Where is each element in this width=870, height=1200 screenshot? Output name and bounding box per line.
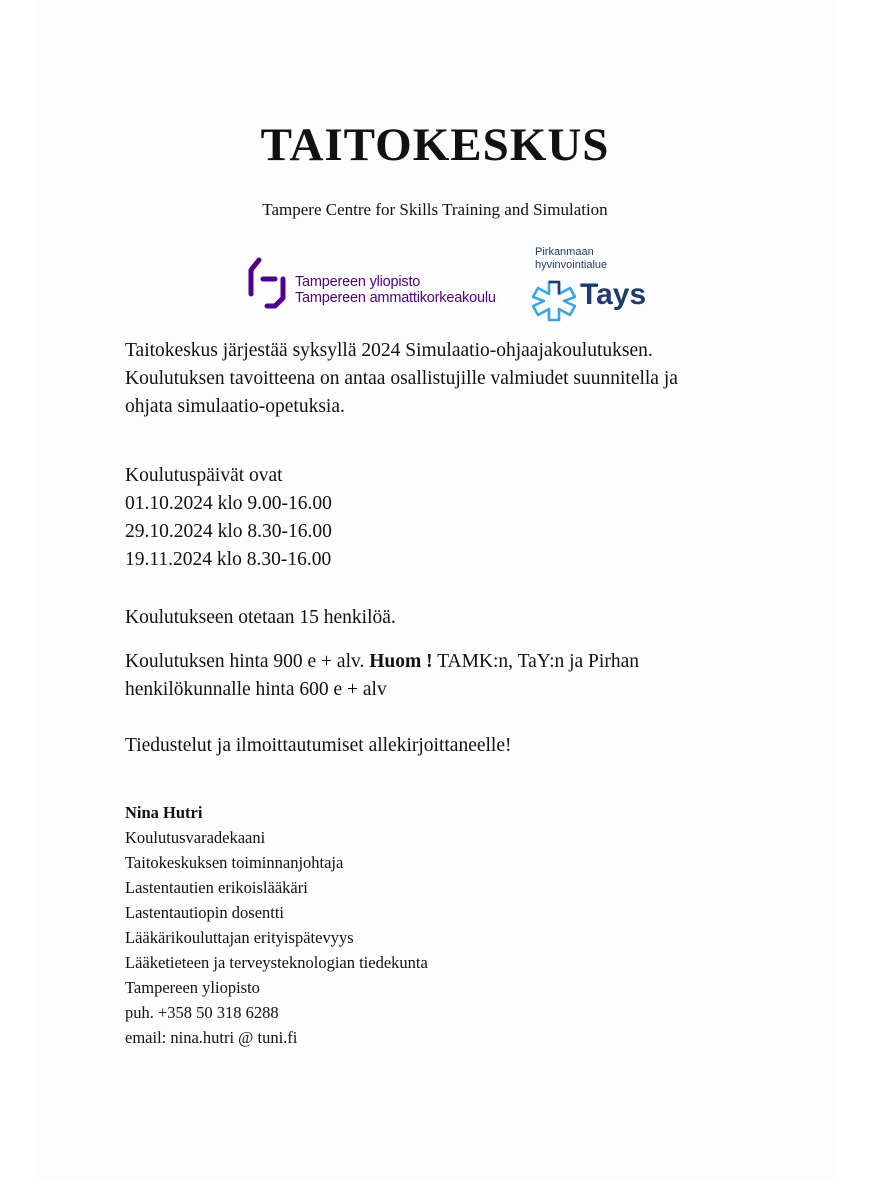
signer-title: Koulutusvaradekaani: [125, 828, 266, 847]
date-item: 29.10.2024 klo 8.30-16.00: [125, 521, 332, 542]
date-item: 01.10.2024 klo 9.00-16.00: [125, 493, 332, 514]
date-item: 19.11.2024 klo 8.30-16.00: [125, 549, 332, 570]
signer-title: Lastentautien erikoislääkäri: [125, 878, 308, 897]
document-page: [35, 0, 835, 1180]
tuni-bracket-logo-icon: [245, 254, 289, 310]
price-start: Koulutuksen hinta 900 e + alv.: [125, 651, 365, 672]
signer-title: Lääkärikouluttajan erityispätevyys: [125, 928, 354, 947]
price-line-2: henkilökunnalle hinta 600 e + alv: [125, 679, 387, 700]
signature-block: [125, 800, 725, 1050]
signer-title: Lastentautiopin dosentti: [125, 903, 285, 922]
signer-title: Taitokeskuksen toiminnanjohtaja: [125, 853, 344, 872]
intro-line: Koulutuksen tavoitteena on antaa osallistujille valmiudet suunnitella ja: [125, 368, 678, 389]
intro-line: ohjata simulaatio-opetuksia.: [125, 396, 345, 417]
tays-logo: [532, 246, 672, 326]
price-line-1: [125, 648, 765, 676]
tays-region-text: [535, 246, 607, 272]
dates-heading: Koulutuspäivät ovat: [125, 465, 283, 486]
page-subtitle: Tampere Centre for Skills Training and Simulation: [262, 200, 608, 219]
tays-logo-name: Tays: [580, 278, 647, 311]
tays-region-line2: hyvinvointialue: [535, 259, 608, 271]
tuni-logo: [245, 254, 535, 310]
price-note-label: Huom !: [369, 651, 433, 672]
tuni-logo-line2: Tampereen ammattikorkeakoulu: [295, 290, 496, 306]
intro-line: Taitokeskus järjestää syksyllä 2024 Simulaatio-ohjaajakoulutuksen.: [125, 340, 653, 361]
price-paragraph: [125, 648, 765, 704]
signer-email: email: nina.hutri @ tuni.fi: [125, 1028, 298, 1047]
signer-phone: puh. +358 50 318 6288: [125, 1003, 279, 1022]
capacity-text: Koulutukseen otetaan 15 henkilöä.: [125, 607, 396, 628]
page-title: TAITOKESKUS: [260, 119, 610, 171]
signer-university: Tampereen yliopisto: [125, 978, 260, 997]
inquiries-text: Tiedustelut ja ilmoittautumiset allekirjoittaneelle!: [125, 735, 512, 756]
tays-star-logo-icon: [532, 279, 576, 323]
logo-row: [245, 246, 665, 326]
dates-block: [125, 462, 765, 574]
price-end: TAMK:n, TaY:n ja Pirhan: [437, 651, 639, 672]
signer-name: Nina Hutri: [125, 803, 203, 822]
tays-region-line1: Pirkanmaan: [535, 246, 594, 258]
signer-faculty: Lääketieteen ja terveysteknologian tiedekunta: [125, 953, 428, 972]
tuni-logo-line1: Tampereen yliopisto: [295, 274, 421, 290]
intro-paragraph: [125, 337, 765, 421]
tuni-logo-text: [295, 274, 496, 306]
